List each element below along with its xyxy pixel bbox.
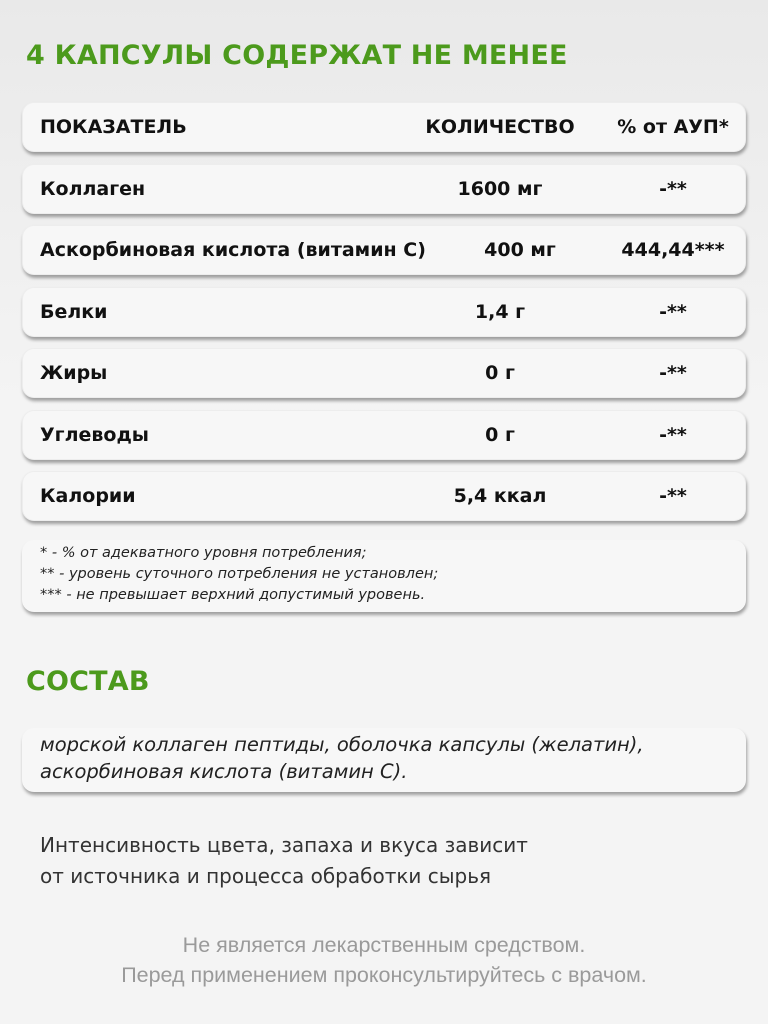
disclaimer-line: Перед применением проконсультируйтесь с врачом. <box>121 963 647 987</box>
composition-line: морской коллаген пептиды, оболочка капсулы (желатин), <box>40 733 644 756</box>
header-pct: % от АУП* <box>617 116 729 138</box>
footnote: *** - не превышает верхний допустимый уровень. <box>40 587 426 603</box>
row-name: Белки <box>40 301 108 323</box>
intensity-line: от источника и процесса обработки сырья <box>40 864 492 888</box>
table-row <box>22 348 746 398</box>
row-name: Углеводы <box>40 424 149 446</box>
disclaimer-line: Не является лекарственным средством. <box>182 933 586 957</box>
row-qty: 1,4 г <box>474 301 526 323</box>
composition-box <box>22 728 746 792</box>
row-pct: 444,44*** <box>621 239 725 261</box>
row-pct: -** <box>659 424 687 446</box>
footnote: ** - уровень суточного потребления не установлен; <box>40 566 439 582</box>
footnote: * - % от адекватного уровня потребления; <box>40 545 367 561</box>
row-qty: 1600 мг <box>457 178 543 200</box>
page-title: 4 КАПСУЛЫ СОДЕРЖАТ НЕ МЕНЕЕ <box>26 40 568 71</box>
composition-title: СОСТАВ <box>26 666 150 697</box>
header-name: ПОКАЗАТЕЛЬ <box>40 116 187 138</box>
row-qty: 400 мг <box>484 239 556 261</box>
row-name: Жиры <box>40 362 108 384</box>
table-row <box>22 410 746 460</box>
row-pct: -** <box>659 178 687 200</box>
row-pct: -** <box>659 362 687 384</box>
table-row <box>22 225 746 275</box>
row-pct: -** <box>659 301 687 323</box>
footnotes-box <box>22 540 746 612</box>
header-qty: КОЛИЧЕСТВО <box>425 116 575 138</box>
composition-line: аскорбиновая кислота (витамин С). <box>40 760 408 783</box>
disclaimer <box>0 930 768 990</box>
row-qty: 0 г <box>485 424 515 446</box>
table-header <box>22 102 746 152</box>
row-qty: 5,4 ккал <box>453 485 547 507</box>
row-name: Коллаген <box>40 178 146 200</box>
row-name: Калории <box>40 485 136 507</box>
intensity-note <box>40 830 740 892</box>
row-name: Аскорбиновая кислота (витамин С) <box>40 239 426 261</box>
row-pct: -** <box>659 485 687 507</box>
row-qty: 0 г <box>485 362 515 384</box>
intensity-line: Интенсивность цвета, запаха и вкуса зависит <box>40 833 528 857</box>
table-row <box>22 287 746 337</box>
table-row <box>22 164 746 214</box>
table-row <box>22 471 746 521</box>
